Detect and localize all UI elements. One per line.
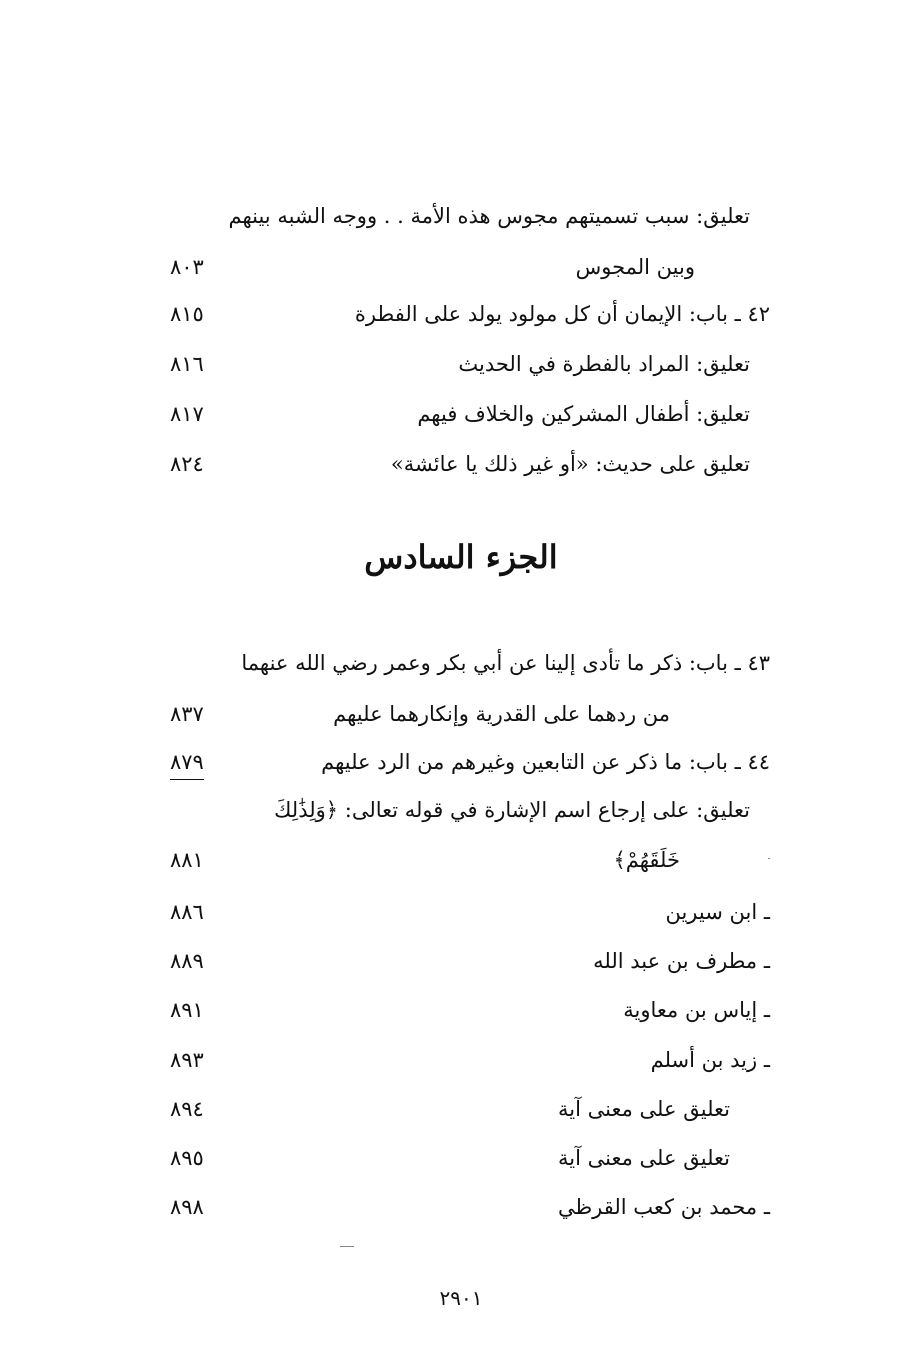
toc-entry-text: تعليق: سبب تسميتهم مجوس هذه الأمة . . ووجه الشبه بينهم <box>228 204 750 228</box>
toc-entry-text: تعليق على معنى آية <box>558 1097 730 1121</box>
toc-page-number: ٨٣٧ <box>170 702 204 726</box>
toc-entry <box>150 1190 770 1230</box>
toc-page-number: ٨٠٣ <box>170 255 204 279</box>
toc-page-number: ٨٨٦ <box>170 900 204 924</box>
toc-entry-text: وبين المجوس <box>575 255 695 279</box>
toc-page-number: ٨١٥ <box>170 302 204 326</box>
toc-entry <box>150 1043 770 1083</box>
toc-entry-text: تعليق على حديث: «أو غير ذلك يا عائشة» <box>390 452 750 476</box>
toc-entry <box>150 993 770 1033</box>
toc-entry-text: ـ مطرف بن عبد الله <box>593 949 770 973</box>
toc-entry-text: ـ زيد بن أسلم <box>650 1048 770 1072</box>
toc-page-number: ٨٧٩ <box>170 745 204 780</box>
toc-page-number: ٨١٦ <box>170 352 204 376</box>
toc-entry <box>150 297 770 337</box>
toc-entry-text: تعليق على معنى آية <box>558 1146 730 1170</box>
toc-entry <box>150 944 770 984</box>
toc-page-number: ٨٢٤ <box>170 452 204 476</box>
toc-entry <box>150 199 770 239</box>
toc-entry <box>150 646 770 686</box>
scan-mark <box>768 858 770 859</box>
toc-entry-text: ـ ابن سيرين <box>665 900 770 924</box>
toc-page-number: ٨٩١ <box>170 998 204 1022</box>
toc-entry-text: ٤٤ ـ باب: ما ذكر عن التابعين وغيرهم من الرد عليهم <box>321 750 770 774</box>
toc-entry-text: ـ محمد بن كعب القرظي <box>557 1195 770 1219</box>
toc-page-number: ٨٩٣ <box>170 1048 204 1072</box>
toc-page-number: ٨١٧ <box>170 402 204 426</box>
toc-entry <box>150 895 770 935</box>
toc-entry-text: ـ إياس بن معاوية <box>623 998 770 1022</box>
toc-entry <box>150 843 770 883</box>
toc-page-number: ٨٩٥ <box>170 1146 204 1170</box>
toc-entry-text: ٤٣ ـ باب: ذكر ما تأدى إلينا عن أبي بكر وعمر رضي الله عنهما <box>241 651 770 675</box>
toc-entry-text: تعليق: أطفال المشركين والخلاف فيهم <box>417 402 750 426</box>
toc-page-number: ٨٨١ <box>170 848 204 872</box>
toc-entry-text: من ردهما على القدرية وإنكارهما عليهم <box>333 702 670 726</box>
toc-entry <box>150 697 770 737</box>
toc-page-number: ٨٩٨ <box>170 1195 204 1219</box>
toc-entry-text: خَلَقَهُمْ﴾ <box>613 848 680 872</box>
toc-entry <box>150 397 770 437</box>
footer-page-number: ٢٩٠١ <box>439 1286 483 1310</box>
toc-entry-text: ٤٢ ـ باب: الإيمان أن كل مولود يولد على الفطرة <box>354 302 770 326</box>
toc-entry <box>150 447 770 487</box>
part-heading: الجزء السادس <box>364 538 558 576</box>
toc-entry <box>150 745 770 785</box>
toc-entry-text: تعليق: على إرجاع اسم الإشارة في قوله تعالى: ﴿وَلِذَٰلِكَ <box>274 798 750 822</box>
toc-entry <box>150 1092 770 1132</box>
toc-entry <box>150 793 770 833</box>
toc-entry <box>150 250 770 290</box>
toc-entry <box>150 1141 770 1181</box>
toc-entry-text: تعليق: المراد بالفطرة في الحديث <box>458 352 750 376</box>
toc-page-number: ٨٨٩ <box>170 949 204 973</box>
toc-page-number: ٨٩٤ <box>170 1097 204 1121</box>
scan-mark <box>340 1246 354 1247</box>
toc-entry <box>150 347 770 387</box>
